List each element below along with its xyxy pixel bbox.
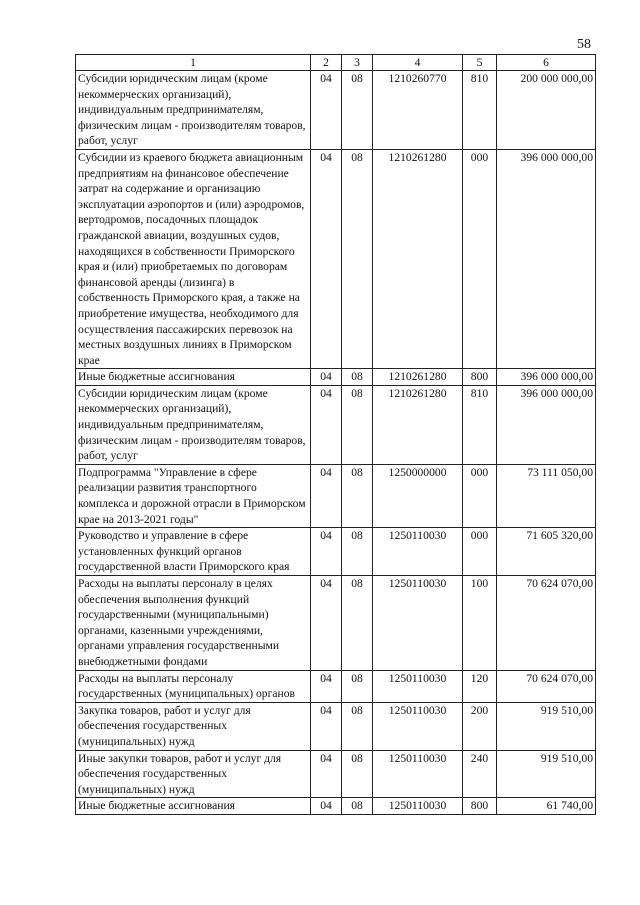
column-header-subsection: 3 [342, 55, 373, 71]
row-subsection: 08 [342, 464, 373, 527]
column-header-target: 4 [373, 55, 463, 71]
row-target: 1250110030 [373, 702, 463, 750]
row-section: 04 [311, 464, 342, 527]
row-section: 04 [311, 528, 342, 576]
row-expense-type: 120 [463, 670, 497, 702]
row-target: 1250110030 [373, 750, 463, 798]
table-row [76, 576, 596, 671]
row-subsection: 08 [342, 670, 373, 702]
row-expense-type: 800 [463, 369, 497, 386]
row-section: 04 [311, 750, 342, 798]
table-row [76, 464, 596, 527]
row-amount: 71 605 320,00 [497, 528, 596, 576]
row-amount: 396 000 000,00 [497, 369, 596, 386]
row-section: 04 [311, 385, 342, 464]
row-expense-type: 800 [463, 798, 497, 815]
row-name: Расходы на выплаты персоналу государственных (муниципальных) органов [76, 670, 311, 702]
row-target: 1210261280 [373, 369, 463, 386]
row-section: 04 [311, 670, 342, 702]
row-name: Иные бюджетные ассигнования [76, 369, 311, 386]
row-amount: 73 111 050,00 [497, 464, 596, 527]
row-subsection: 08 [342, 149, 373, 368]
row-name: Субсидии юридическим лицам (кроме некоммерческих организаций), индивидуальным предпринимателям, физическим лицам - производителям товаров, работ, услуг [76, 385, 311, 464]
row-expense-type: 000 [463, 149, 497, 368]
row-target: 1210261280 [373, 149, 463, 368]
row-expense-type: 100 [463, 576, 497, 671]
row-target: 1210260770 [373, 71, 463, 150]
table-row [76, 369, 596, 386]
row-target: 1210261280 [373, 385, 463, 464]
row-subsection: 08 [342, 750, 373, 798]
row-expense-type: 810 [463, 385, 497, 464]
row-section: 04 [311, 369, 342, 386]
table-row [76, 149, 596, 368]
column-header-section: 2 [311, 55, 342, 71]
row-target: 1250110030 [373, 798, 463, 815]
row-name: Руководство и управление в сфере установленных функций органов государственной власти Приморского края [76, 528, 311, 576]
row-name: Субсидии юридическим лицам (кроме некоммерческих организаций), индивидуальным предпринимателям, физическим лицам - производителям товаров, работ, услуг [76, 71, 311, 150]
row-section: 04 [311, 798, 342, 815]
row-section: 04 [311, 71, 342, 150]
column-header-name: 1 [76, 55, 311, 71]
row-name: Иные закупки товаров, работ и услуг для обеспечения государственных (муниципальных) нужд [76, 750, 311, 798]
row-section: 04 [311, 702, 342, 750]
row-name: Расходы на выплаты персоналу в целях обеспечения выполнения функций государственными (муниципальными) органами, казенными учреждениями, органами управления государственными внебюджетными фондами [76, 576, 311, 671]
row-amount: 396 000 000,00 [497, 385, 596, 464]
row-subsection: 08 [342, 71, 373, 150]
table-header-row [76, 55, 596, 71]
row-expense-type: 000 [463, 464, 497, 527]
row-expense-type: 000 [463, 528, 497, 576]
column-header-amount: 6 [497, 55, 596, 71]
table-row [76, 385, 596, 464]
table-row [76, 71, 596, 150]
row-subsection: 08 [342, 702, 373, 750]
row-subsection: 08 [342, 528, 373, 576]
row-amount: 70 624 070,00 [497, 670, 596, 702]
row-amount: 70 624 070,00 [497, 576, 596, 671]
row-amount: 919 510,00 [497, 750, 596, 798]
row-amount: 200 000 000,00 [497, 71, 596, 150]
row-name: Иные бюджетные ассигнования [76, 798, 311, 815]
row-target: 1250110030 [373, 576, 463, 671]
row-subsection: 08 [342, 369, 373, 386]
row-name: Субсидии из краевого бюджета авиационным предприятиям на финансовое обеспечение затрат на содержание и организацию эксплуатации аэропортов и (или) аэродромов, вертодромов, посадочных площадок гражданской авиации, воздушных судов, находящихся в собственности Приморского края и (или) приобретаемых по договорам финансовой аренды (лизинга) в собственность Приморского края, а также на приобретение имущества, необходимого для осуществления пассажирских перевозок на местных воздушных линиях в Приморском крае [76, 149, 311, 368]
table-row [76, 702, 596, 750]
row-subsection: 08 [342, 385, 373, 464]
table-row [76, 750, 596, 798]
row-amount: 396 000 000,00 [497, 149, 596, 368]
row-subsection: 08 [342, 798, 373, 815]
row-name: Подпрограмма "Управление в сфере реализации развития транспортного комплекса и дорожной отрасли в Приморском крае на 2013-2021 годы" [76, 464, 311, 527]
row-name: Закупка товаров, работ и услуг для обеспечения государственных (муниципальных) нужд [76, 702, 311, 750]
row-subsection: 08 [342, 576, 373, 671]
row-expense-type: 810 [463, 71, 497, 150]
row-amount: 919 510,00 [497, 702, 596, 750]
column-header-expense-type: 5 [463, 55, 497, 71]
row-section: 04 [311, 576, 342, 671]
table-row [76, 670, 596, 702]
row-expense-type: 200 [463, 702, 497, 750]
table-row [76, 528, 596, 576]
table-row [76, 798, 596, 815]
row-section: 04 [311, 149, 342, 368]
row-target: 1250110030 [373, 528, 463, 576]
row-target: 1250000000 [373, 464, 463, 527]
row-target: 1250110030 [373, 670, 463, 702]
page-number: 58 [577, 37, 591, 52]
row-amount: 61 740,00 [497, 798, 596, 815]
budget-table [75, 54, 596, 815]
row-expense-type: 240 [463, 750, 497, 798]
